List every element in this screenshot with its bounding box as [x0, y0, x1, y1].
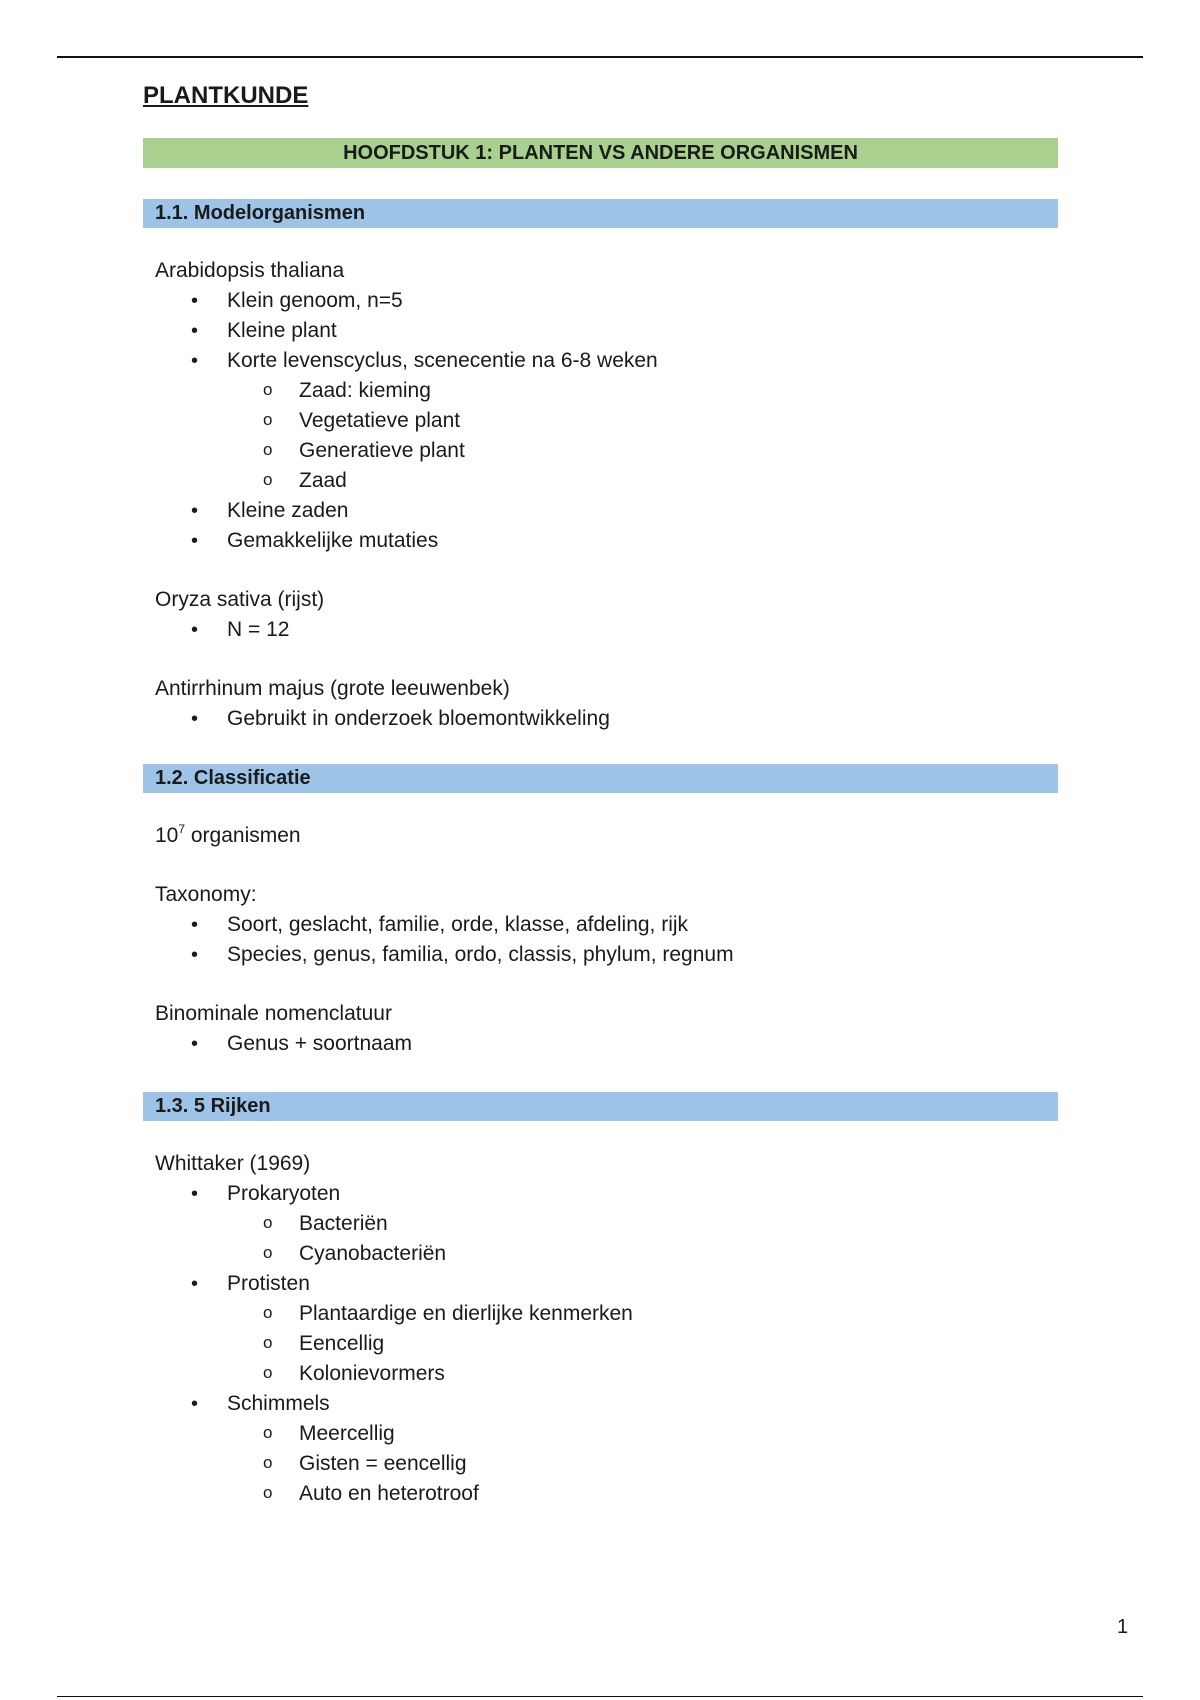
list-item: • Genus + soortnaam — [155, 1029, 1058, 1059]
list-item: • N = 12 — [155, 615, 1058, 645]
list-item: • Kleine plant — [155, 316, 1058, 346]
exponent-base: 10 — [155, 824, 179, 847]
top-rule — [57, 56, 1143, 58]
sub-list-item: o Vegetatieve plant — [155, 406, 1058, 436]
sub-list-item: o Zaad: kieming — [155, 376, 1058, 406]
bullet-list — [155, 286, 1058, 556]
block-heading: Binominale nomenclatuur — [155, 1002, 392, 1025]
list-item: • Kleine zaden — [155, 496, 1058, 526]
document-title: PLANTKUNDE — [143, 82, 309, 109]
block-heading: Whittaker (1969) — [155, 1152, 311, 1175]
list-item: • Gebruikt in onderzoek bloemontwikkeling — [155, 704, 1058, 734]
bullet-list — [155, 910, 1058, 970]
list-item: • Prokaryoten — [155, 1179, 1058, 1209]
list-item: • Species, genus, familia, ordo, classis, phylum, regnum — [155, 940, 1058, 970]
sub-list-item: o Kolonievormers — [155, 1359, 1058, 1389]
bullet-list — [155, 615, 1058, 645]
bullet-list — [155, 1179, 1058, 1509]
page-content — [143, 72, 1058, 1509]
sub-list-item: o Eencellig — [155, 1329, 1058, 1359]
block-heading: Arabidopsis thaliana — [155, 259, 345, 282]
bottom-rule — [57, 1696, 1143, 1697]
section-heading: 1.2. Classificatie — [143, 764, 1058, 793]
sub-list-item: o Bacteriën — [155, 1209, 1058, 1239]
list-item: • Soort, geslacht, familie, orde, klasse, afdeling, rijk — [155, 910, 1058, 940]
sub-list-item: o Cyanobacteriën — [155, 1239, 1058, 1269]
block-heading: Oryza sativa (rijst) — [155, 588, 325, 611]
list-item: • Klein genoom, n=5 — [155, 286, 1058, 316]
list-item: • Protisten — [155, 1269, 1058, 1299]
sub-list-item: o Meercellig — [155, 1419, 1058, 1449]
block-heading — [155, 821, 1058, 851]
list-item: • Gemakkelijke mutaties — [155, 526, 1058, 556]
section-heading: 1.1. Modelorganismen — [143, 199, 1058, 228]
page-number: 1 — [1117, 1616, 1129, 1638]
chapter-heading: HOOFDSTUK 1: PLANTEN VS ANDERE ORGANISMEN — [143, 138, 1058, 168]
sub-list-item: o Gisten = eencellig — [155, 1449, 1058, 1479]
block-heading-text: organismen — [185, 824, 301, 847]
sub-list-item: o Zaad — [155, 466, 1058, 496]
block-heading: Antirrhinum majus (grote leeuwenbek) — [155, 677, 510, 700]
section-heading: 1.3. 5 Rijken — [143, 1092, 1058, 1121]
block-heading: Taxonomy: — [155, 883, 257, 906]
list-item: • Korte levenscyclus, scenecentie na 6-8 weken — [155, 346, 1058, 376]
sub-list-item: o Plantaardige en dierlijke kenmerken — [155, 1299, 1058, 1329]
sub-list-item: o Auto en heterotroof — [155, 1479, 1058, 1509]
exponent: 7 — [178, 822, 186, 836]
bullet-list — [155, 704, 1058, 734]
list-item: • Schimmels — [155, 1389, 1058, 1419]
sub-list-item: o Generatieve plant — [155, 436, 1058, 466]
bullet-list — [155, 1029, 1058, 1059]
